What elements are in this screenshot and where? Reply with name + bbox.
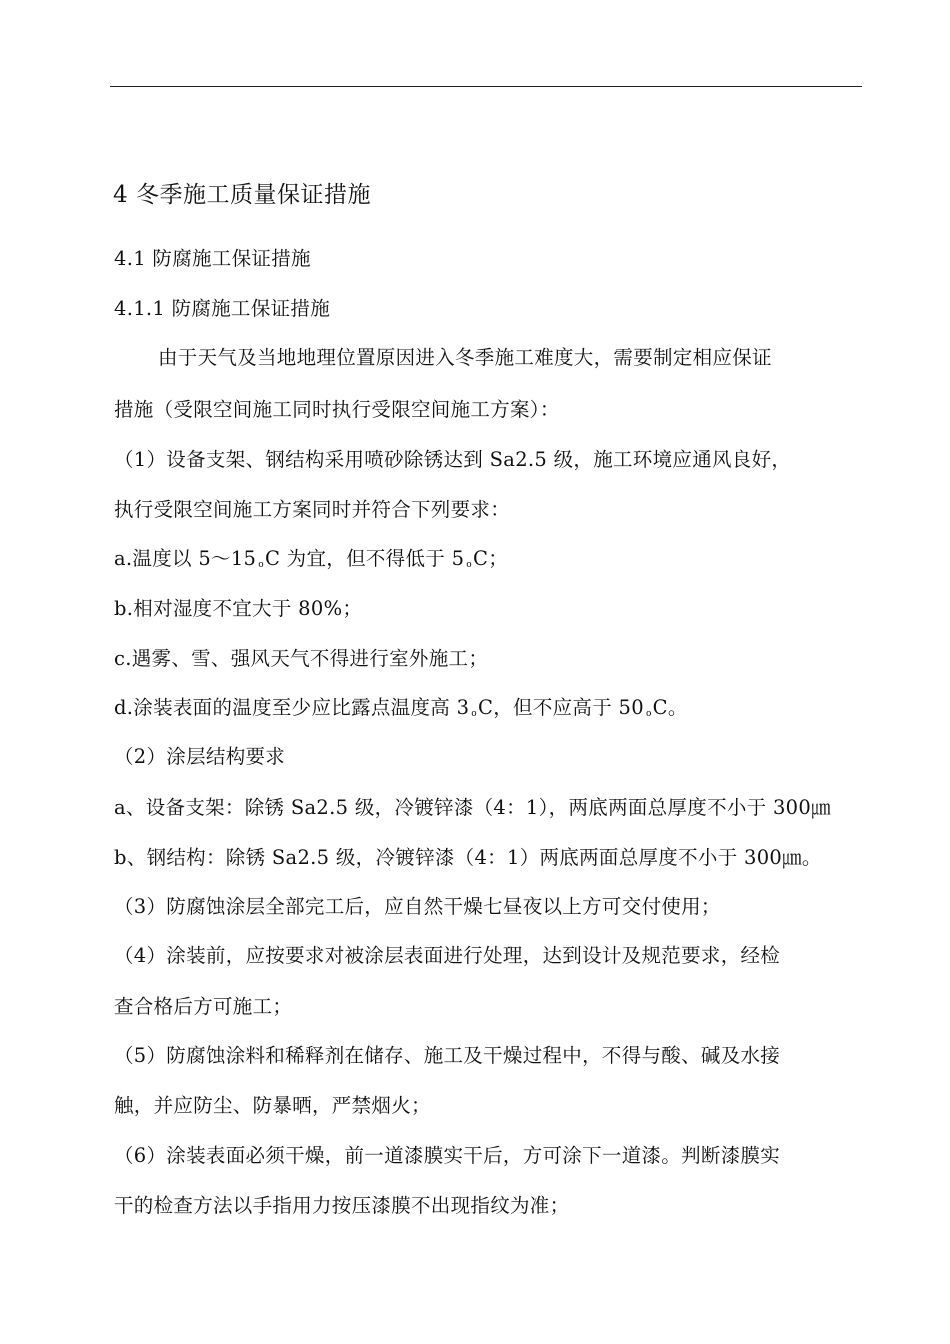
intro-paragraph-line: 由于天气及当地地理位置原因进入冬季施工难度大，需要制定相应保证 bbox=[158, 346, 772, 369]
sub-subsection-heading: 4.1.1 防腐施工保证措施 bbox=[114, 297, 331, 320]
coating-spec-a: a、设备支架：除锈 Sa2.5 级，冷镀锌漆（4：1），两底两面总厚度不小于 300㎛ bbox=[114, 796, 831, 819]
list-item-6-cont: 干的检查方法以手指用力按压漆膜不出现指纹为准； bbox=[114, 1194, 570, 1217]
requirement-c: c.遇雾、雪、强风天气不得进行室外施工； bbox=[114, 647, 489, 670]
list-item-1-cont: 执行受限空间施工方案同时并符合下列要求： bbox=[114, 498, 511, 521]
requirement-d: d.涂装表面的温度至少应比露点温度高 3 oC，但不应高于 50 oC。 bbox=[114, 696, 688, 719]
section-heading: 4 冬季施工质量保证措施 bbox=[113, 182, 371, 208]
list-item-4-cont: 查合格后方可施工； bbox=[114, 995, 293, 1018]
requirement-b: b.相对湿度不宜大于 80%； bbox=[114, 597, 363, 620]
degree-mark: o bbox=[258, 560, 264, 570]
list-item-2: （2）涂层结构要求 bbox=[114, 745, 286, 768]
coating-spec-b: b、钢结构：除锈 Sa2.5 级，冷镀锌漆（4：1）两底两面总厚度不小于 300㎛。 bbox=[114, 846, 822, 869]
degree-mark: o bbox=[471, 709, 478, 719]
degree-mark: o bbox=[645, 709, 652, 719]
list-item-5: （5）防腐蚀涂料和稀释剂在储存、施工及干燥过程中，不得与酸、碱及水接 bbox=[114, 1044, 781, 1067]
list-item-3: （3）防腐蚀涂层全部完工后，应自然干燥七昼夜以上方可交付使用； bbox=[114, 895, 721, 918]
list-item-4: （4）涂装前，应按要求对被涂层表面进行处理，达到设计及规范要求，经检 bbox=[114, 944, 781, 967]
list-item-1: （1）设备支架、钢结构采用喷砂除锈达到 Sa2.5 级，施工环境应通风良好， bbox=[114, 448, 792, 471]
requirement-a: a.温度以 5～15 oC 为宜，但不得低于 5 oC； bbox=[114, 547, 509, 570]
list-item-5-cont: 触，并应防尘、防暴晒，严禁烟火； bbox=[114, 1094, 431, 1117]
subsection-heading: 4.1 防腐施工保证措施 bbox=[114, 247, 311, 270]
list-item-6: （6）涂装表面必须干燥，前一道漆膜实干后，方可涂下一道漆。判断漆膜实 bbox=[114, 1144, 781, 1167]
header-rule bbox=[110, 86, 862, 87]
degree-mark: o bbox=[466, 560, 473, 570]
intro-paragraph-line: 措施（受限空间施工同时执行受限空间施工方案）： bbox=[114, 398, 560, 421]
